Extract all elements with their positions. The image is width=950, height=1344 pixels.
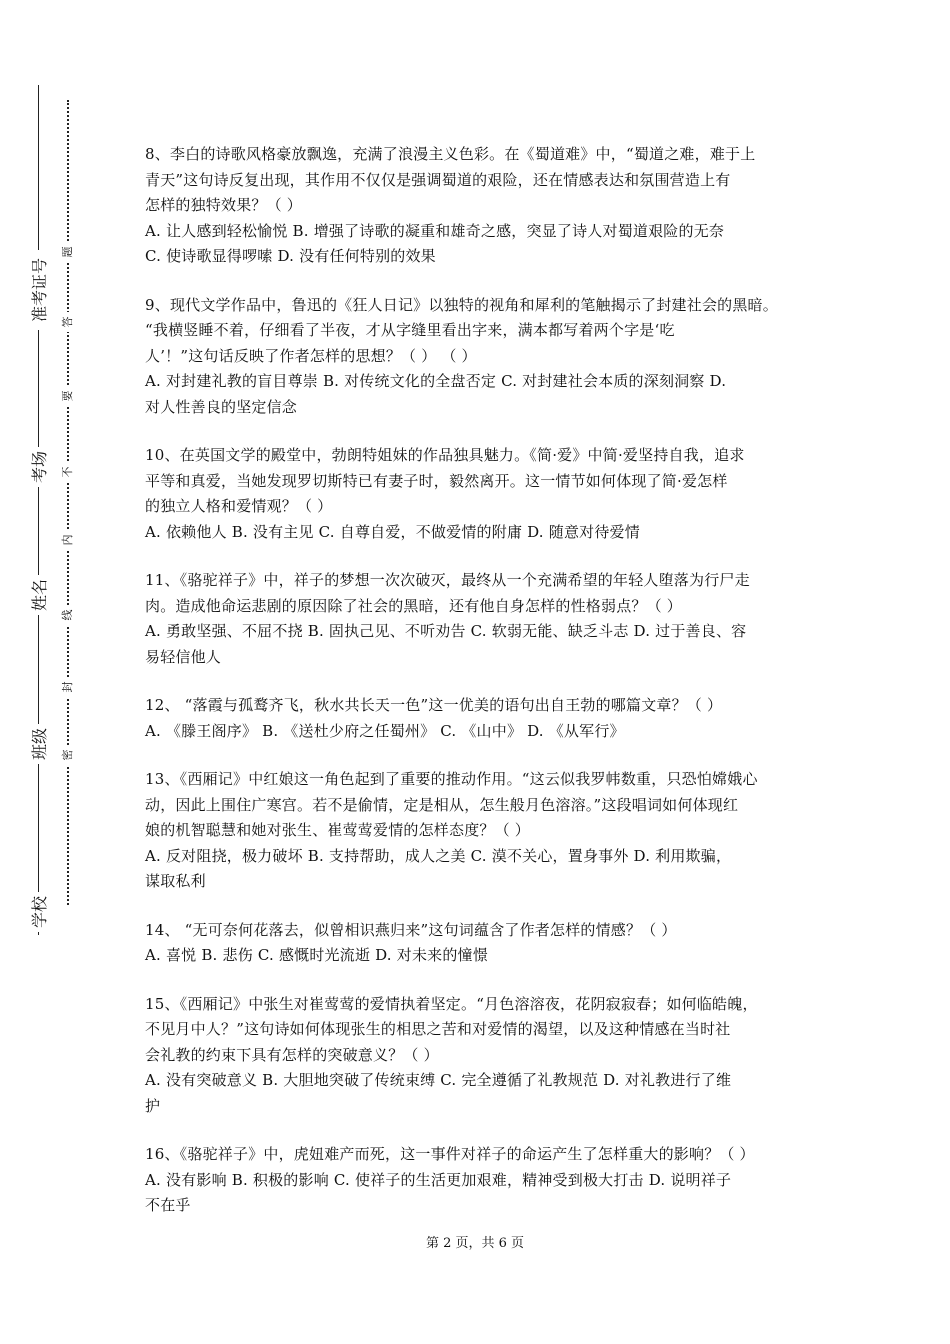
seal-char: 答 bbox=[58, 312, 78, 332]
options-line: A. 《滕王阁序》 B. 《送杜少府之任蜀州》 C. 《山中》 D. 《从军行》 bbox=[145, 721, 625, 740]
question-line: 怎样的独特效果？（ ） bbox=[145, 196, 302, 214]
seal-char: 密 bbox=[58, 745, 78, 765]
options-line: A. 勇敢坚强、不屈不挠 B. 固执己见、不听劝告 C. 软弱无能、缺乏斗志 D. 过于善良、容 bbox=[145, 622, 747, 640]
question-14 bbox=[145, 918, 825, 969]
question-line: 会礼教的约束下具有怎样的突破意义？（ ） bbox=[145, 1045, 439, 1064]
question-line: 平等和真爱，当她发现罗切斯特已有妻子时，毅然离开。这一情节如何体现了简·爱怎样 bbox=[145, 471, 728, 490]
seal-char: 题 bbox=[58, 242, 78, 262]
question-line: 娘的机智聪慧和她对张生、崔莺莺爱情的怎样态度？（ ） bbox=[145, 821, 530, 839]
question-line: 动，因此上围住广寒宫。若不是偷情，定是相从，怎生般月色溶溶。”这段唱词如何体现红 bbox=[145, 795, 739, 814]
seal-char: 线 bbox=[58, 605, 78, 625]
seal-char: 不 bbox=[58, 462, 78, 482]
options-line: A. 喜悦 B. 悲伤 C. 感慨时光流逝 D. 对未来的憧憬 bbox=[145, 946, 488, 964]
exam-number-label: 准考证号 bbox=[28, 250, 52, 330]
question-12 bbox=[145, 693, 825, 744]
seal-char: 内 bbox=[58, 530, 78, 550]
exam-room-label: 考场 bbox=[28, 447, 52, 487]
seal-line bbox=[67, 100, 69, 905]
options-line: A. 没有影响 B. 积极的影响 C. 使祥子的生活更加艰难，精神受到极大打击 D. 说明祥子 bbox=[145, 1170, 732, 1189]
question-line: 肉。造成他命运悲剧的原因除了社会的黑暗，还有他自身怎样的性格弱点？（ ） bbox=[145, 596, 682, 615]
question-line: “我横竖睡不着，仔细看了半夜，才从字缝里看出字来，满本都写着两个字是‘吃 bbox=[145, 321, 675, 339]
options-line: 不在乎 bbox=[145, 1196, 191, 1214]
question-line: 8、李白的诗歌风格豪放飘逸，充满了浪漫主义色彩。在《蜀道难》中，“蜀道之难，难于上 bbox=[145, 145, 756, 163]
options-line: 对人性善良的坚定信念 bbox=[145, 397, 298, 416]
options-line: A. 让人感到轻松愉悦 B. 增强了诗歌的凝重和雄奇之感，突显了诗人对蜀道艰险的无奈 bbox=[145, 221, 725, 240]
question-13 bbox=[145, 767, 825, 895]
question-list bbox=[145, 142, 825, 1242]
question-line: 11、《骆驼祥子》中，祥子的梦想一次次破灭，最终从一个充满希望的年轻人堕落为行尸走 bbox=[145, 571, 750, 589]
question-line: 人’！”这句话反映了作者怎样的思想？（ ） （ ） bbox=[145, 346, 477, 365]
question-9 bbox=[145, 293, 825, 421]
question-line: 青天”这句诗反复出现，其作用不仅仅是强调蜀道的艰险，还在情感表达和氛围营造上有 bbox=[145, 170, 731, 189]
binding-line bbox=[38, 85, 39, 935]
options-line: 易轻信他人 bbox=[145, 647, 222, 666]
options-line: 谋取私利 bbox=[145, 872, 206, 890]
seal-char: 封 bbox=[58, 677, 78, 697]
question-line: 10、在英国文学的殿堂中，勃朗特姐妹的作品独具魅力。《简·爱》中简·爱坚持自我，追求 bbox=[145, 446, 745, 464]
question-10 bbox=[145, 443, 825, 545]
school-label: 学校 bbox=[28, 892, 52, 932]
question-line: 12、 “落霞与孤鹜齐飞，秋水共长天一色”这一优美的语句出自王勃的哪篇文章？（ ） bbox=[145, 696, 723, 714]
question-8 bbox=[145, 142, 825, 270]
question-15 bbox=[145, 992, 825, 1120]
question-line: 14、 “无可奈何花落去，似曾相识燕归来”这句词蕴含了作者怎样的情感？（ ） bbox=[145, 920, 677, 939]
question-line: 的独立人格和爱情观？（ ） bbox=[145, 497, 333, 515]
options-line: 护 bbox=[145, 1096, 161, 1115]
name-label: 姓名 bbox=[28, 575, 52, 615]
question-line: 15、《西厢记》中张生对崔莺莺的爱情执着坚定。“月色溶溶夜，花阴寂寂春；如何临皓魄， bbox=[145, 994, 758, 1013]
options-line: A. 没有突破意义 B. 大胆地突破了传统束缚 C. 完全遵循了礼教规范 D. 对礼教进行了维 bbox=[145, 1071, 732, 1089]
question-11 bbox=[145, 568, 825, 670]
question-line: 不见月中人？”这句诗如何体现张生的相思之苦和对爱情的渴望，以及这种情感在当时社 bbox=[145, 1020, 731, 1038]
question-line: 16、《骆驼祥子》中，虎妞难产而死，这一事件对祥子的命运产生了怎样重大的影响？（ ） bbox=[145, 1145, 755, 1163]
class-label: 班级 bbox=[28, 724, 52, 764]
options-line: A. 对封建礼教的盲目尊崇 B. 对传统文化的全盘否定 C. 对封建社会本质的深刻洞察 D. bbox=[145, 372, 727, 390]
question-line: 9、现代文学作品中，鲁迅的《狂人日记》以独特的视角和犀利的笔触揭示了封建社会的黑暗。 bbox=[145, 295, 778, 314]
seal-char: 要 bbox=[58, 386, 78, 406]
page-number: 第 2 页，共 6 页 bbox=[425, 1236, 525, 1251]
question-line: 13、《西厢记》中红娘这一角色起到了重要的推动作用。“这云似我罗帏数重，只恐怕嫦娥心 bbox=[145, 770, 758, 788]
question-16 bbox=[145, 1142, 825, 1219]
options-line: C. 使诗歌显得啰嗦 D. 没有任何特别的效果 bbox=[145, 247, 436, 265]
options-line: A. 依赖他人 B. 没有主见 C. 自尊自爱，不做爱情的附庸 D. 随意对待爱情 bbox=[145, 522, 640, 541]
options-line: A. 反对阻挠，极力破坏 B. 支持帮助，成人之美 C. 漠不关心，置身事外 D. 利用欺骗， bbox=[145, 846, 732, 865]
